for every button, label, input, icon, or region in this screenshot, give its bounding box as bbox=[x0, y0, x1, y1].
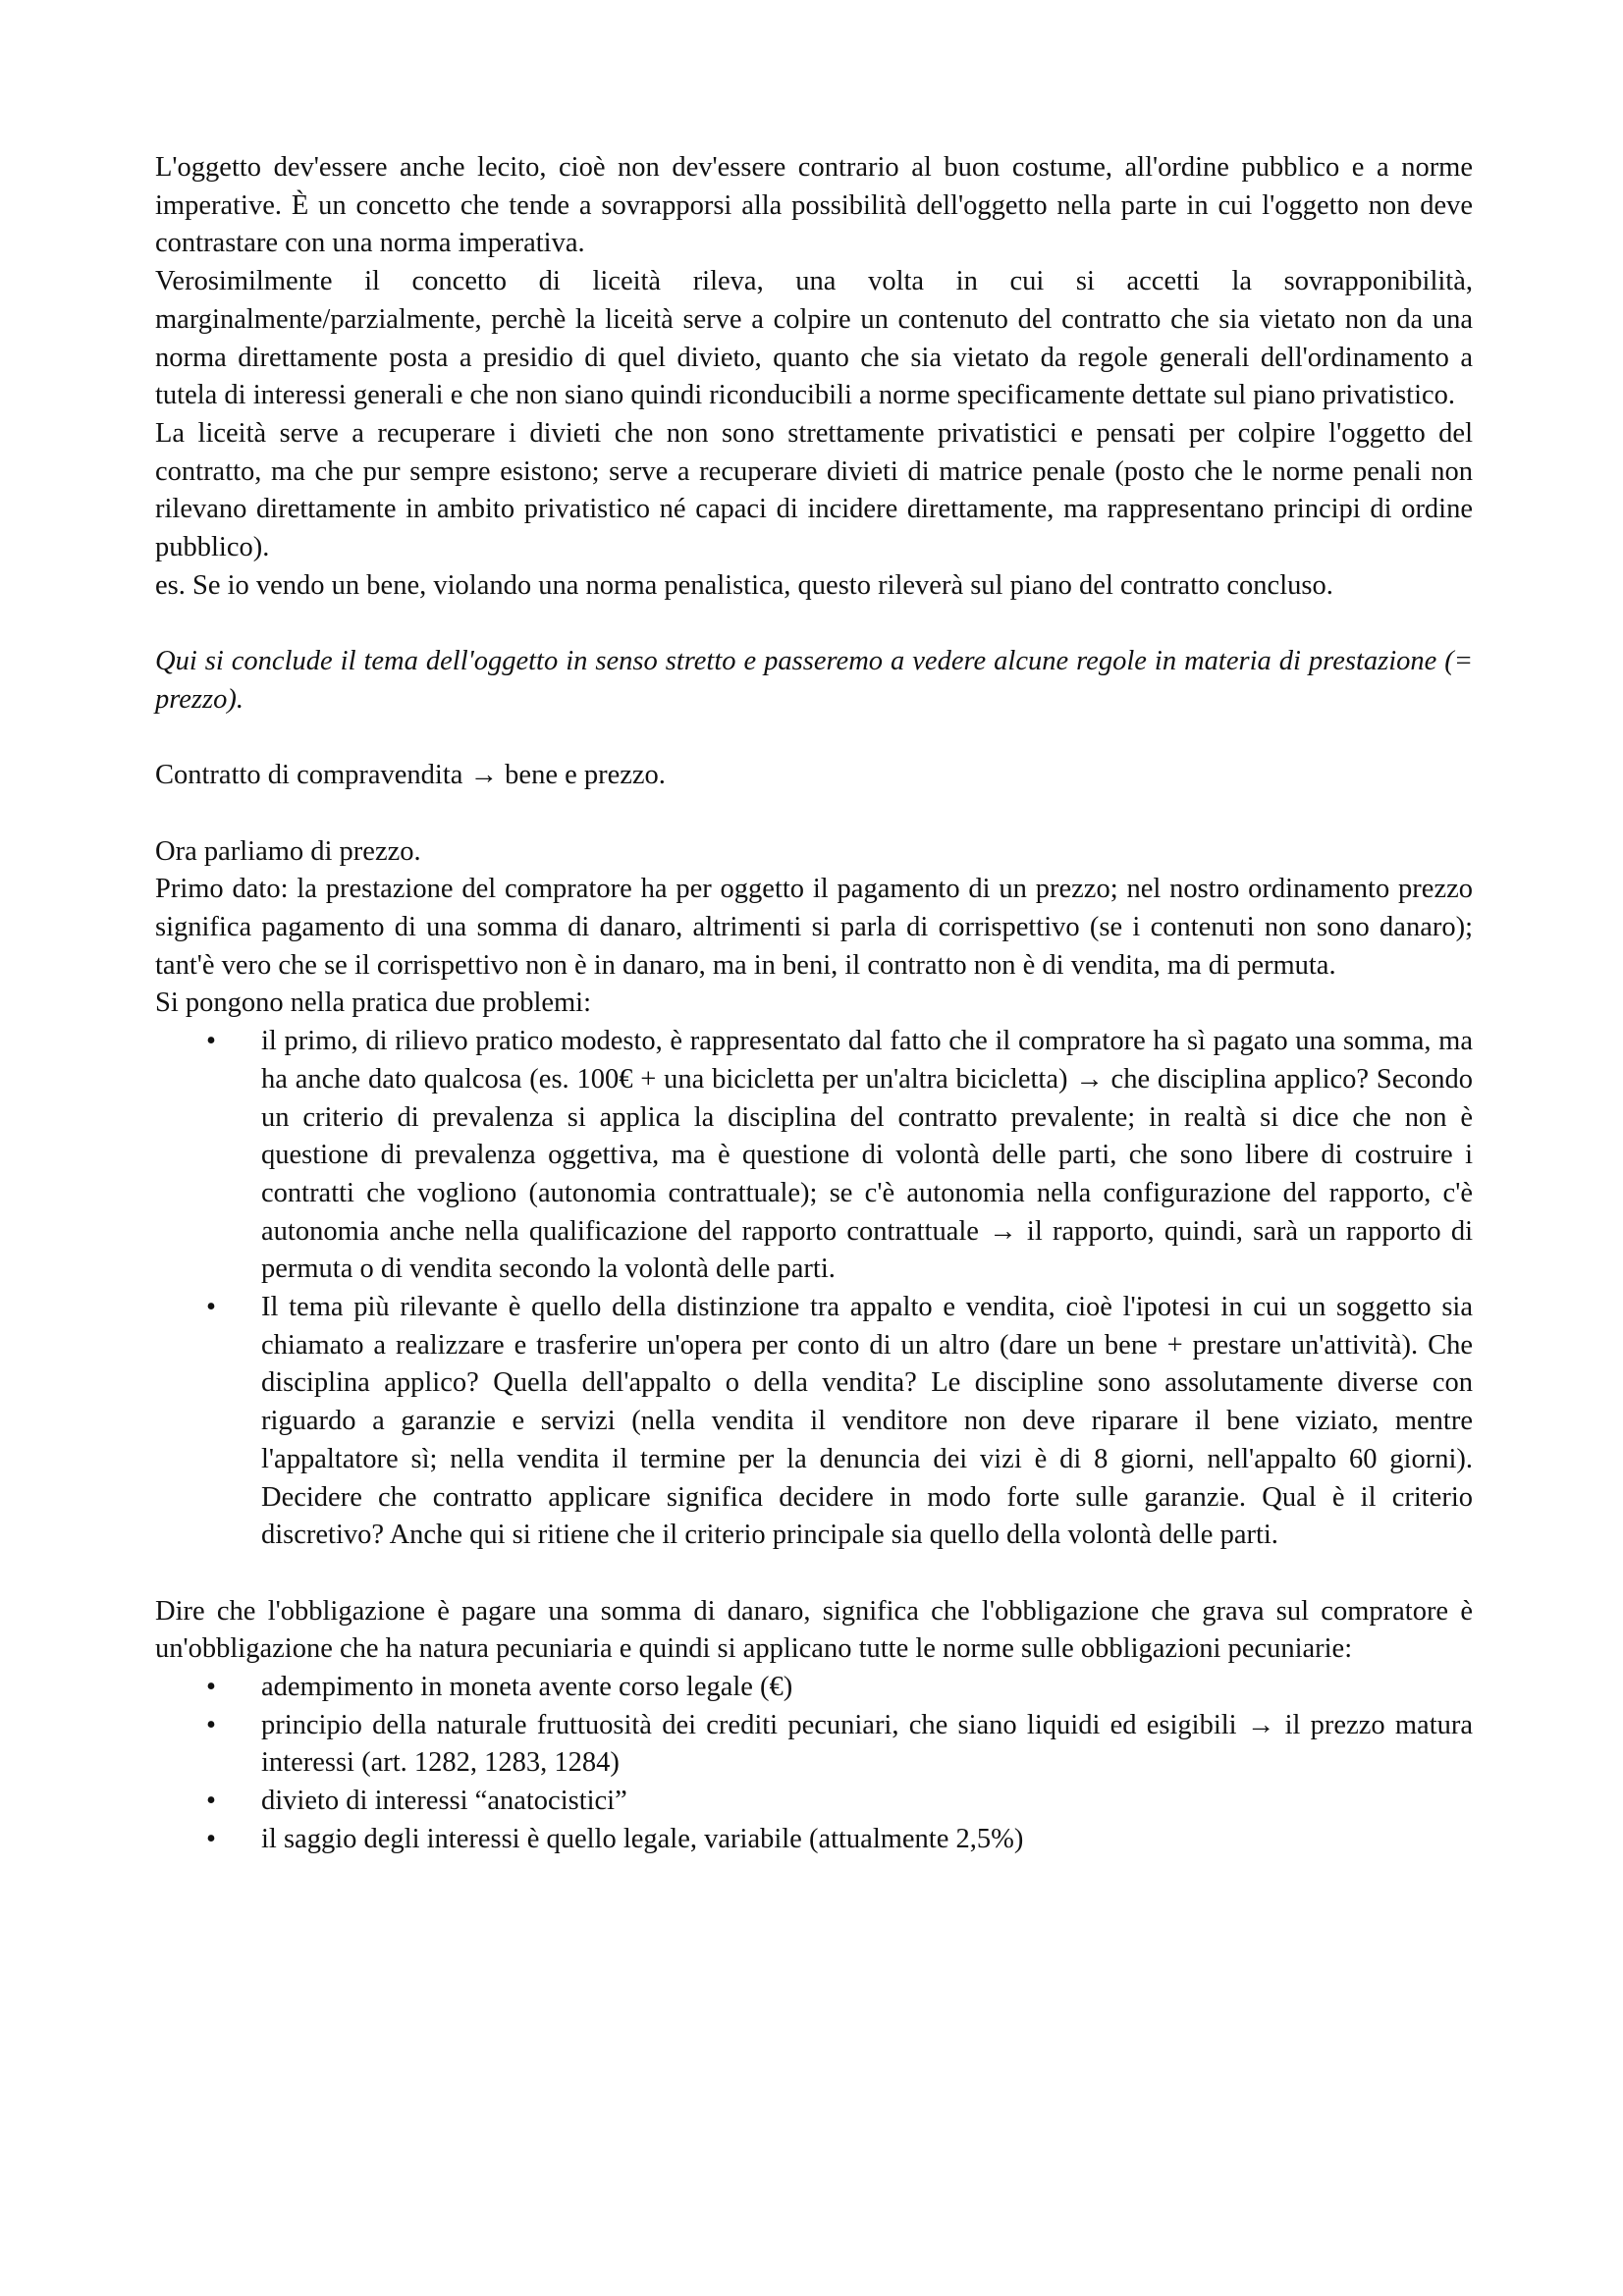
list-item-text: divieto di interessi “anatocistici” bbox=[261, 1786, 627, 1817]
list-item-text: il saggio degli interessi è quello legale, variabile (attualmente 2,5%) bbox=[261, 1823, 1024, 1854]
obligation-rules-list bbox=[155, 1669, 1473, 1859]
spacer bbox=[155, 1555, 1473, 1593]
list-item bbox=[155, 1707, 1473, 1783]
list-item bbox=[155, 1289, 1473, 1555]
problems-list bbox=[155, 1023, 1473, 1555]
list-item-text: Il tema più rilevante è quello della distinzione tra appalto e vendita, cioè l'ipotesi in cui un soggetto sia chiamato a realizzare e trasferire un'opera per conto di un altro (dare un bene + prestare un'attività). Che disciplina applico? Quella dell'appalto o della vendita? Le discipline sono assolutamente diverse con riguardo a garanzie e servizi (nella vendita il venditore non deve riparare il bene viziato, mentre l'appaltatore sì; nella vendita il termine per la denuncia dei vizi è di 8 giorni, nell'appalto 60 giorni). Decidere che contratto applicare significa decidere in modo forte sulle garanzie. Qual è il criterio discretivo? Anche qui si ritiene che il criterio principale sia quello della volontà delle parti. bbox=[261, 1292, 1473, 1551]
spacer bbox=[155, 795, 1473, 833]
spacer bbox=[155, 605, 1473, 643]
list-item-text: il primo, di rilievo pratico modesto, è rappresentato dal fatto che il compratore ha sì pagato una somma, ma ha anche dato qualcosa (es. 100€ + una bicicletta per un'altra bicicletta) → che disciplina applico? Secondo un criterio di prevalenza si applica la disciplina del contratto prevalente; in realtà si dice che non è questione di prevalenza oggettiva, ma è questione di volontà delle parti, che sono libere di costruire i contratti che vogliono (autonomia contrattuale); se c'è autonomia nella configurazione del rapporto, c'è autonomia anche nella qualificazione del rapporto contrattuale → il rapporto, quindi, sarà un rapporto di permuta o di vendita secondo la volontà delle parti. bbox=[261, 1026, 1473, 1285]
list-item bbox=[155, 1783, 1473, 1821]
list-item-text: adempimento in moneta avente corso legale (€) bbox=[261, 1672, 793, 1703]
bullet-icon: • bbox=[206, 1292, 216, 1323]
paragraph-liceita: L'oggetto dev'essere anche lecito, cioè non dev'essere contrario al buon costume, all'ordine pubblico e a norme imperative. È un concetto che tende a sovrapporsi alla possibilità dell'oggetto nella parte in cui l'oggetto non deve contrastare con una norma imperativa. bbox=[155, 152, 1473, 259]
paragraph-price-intro: Ora parliamo di prezzo. bbox=[155, 835, 421, 867]
bullet-icon: • bbox=[206, 1823, 216, 1854]
document-page bbox=[155, 149, 1473, 1859]
paragraph-obligation: Dire che l'obbligazione è pagare una somma di danaro, significa che l'obbligazione che grava sul compratore è un'obbligazione che ha natura pecuniaria e quindi si applicano tutte le norme sulle obbligazioni pecuniarie: bbox=[155, 1595, 1473, 1665]
bullet-icon: • bbox=[206, 1672, 216, 1703]
bullet-icon: • bbox=[206, 1026, 216, 1057]
bullet-icon: • bbox=[206, 1709, 216, 1740]
list-item bbox=[155, 1821, 1473, 1859]
list-item bbox=[155, 1023, 1473, 1289]
paragraph-conclusion-italic: Qui si conclude il tema dell'oggetto in senso stretto e passeremo a vedere alcune regole in materia di prestazione (= prezzo). bbox=[155, 646, 1473, 715]
paragraph-contract: Contratto di compravendita → bene e prezzo. bbox=[155, 760, 666, 791]
list-item bbox=[155, 1669, 1473, 1707]
spacer bbox=[155, 720, 1473, 758]
paragraph-problems-intro: Si pongono nella pratica due problemi: bbox=[155, 988, 592, 1019]
bullet-icon: • bbox=[206, 1786, 216, 1817]
paragraph-verosimilmente: Verosimilmente il concetto di liceità rileva, una volta in cui si accetti la sovrapponibilità, marginalmente/parzialmente, perchè la liceità serve a colpire un contenuto del contratto che sia vietato non da una norma direttamente posta a presidio di quel divieto, quanto che sia vietato da regole generali dell'ordinamento a tutela di interessi generali e che non siano quindi riconducibili a norme specificamente dettate sul piano privatistico. bbox=[155, 266, 1473, 411]
list-item-text: principio della naturale fruttuosità dei crediti pecuniari, che siano liquidi ed esigibili → il prezzo matura interessi (art. 1282, 1283, 1284) bbox=[261, 1709, 1473, 1779]
paragraph-first-datum: Primo dato: la prestazione del compratore ha per oggetto il pagamento di un prezzo; nel nostro ordinamento prezzo significa pagamento di una somma di danaro, altrimenti si parla di corrispettivo (se i contenuti non sono danaro); tant'è vero che se il corrispettivo non è in danaro, ma in beni, il contratto non è di vendita, ma di permuta. bbox=[155, 874, 1473, 981]
paragraph-divieti: La liceità serve a recuperare i divieti che non sono strettamente privatistici e pensati per colpire l'oggetto del contratto, ma che pur sempre esistono; serve a recuperare divieti di matrice penale (posto che le norme penali non rilevano direttamente in ambito privatistico né capaci di incidere direttamente, ma rappresentano principi di ordine pubblico). bbox=[155, 417, 1473, 563]
paragraph-example: es. Se io vendo un bene, violando una norma penalistica, questo rileverà sul piano del contratto concluso. bbox=[155, 569, 1333, 601]
